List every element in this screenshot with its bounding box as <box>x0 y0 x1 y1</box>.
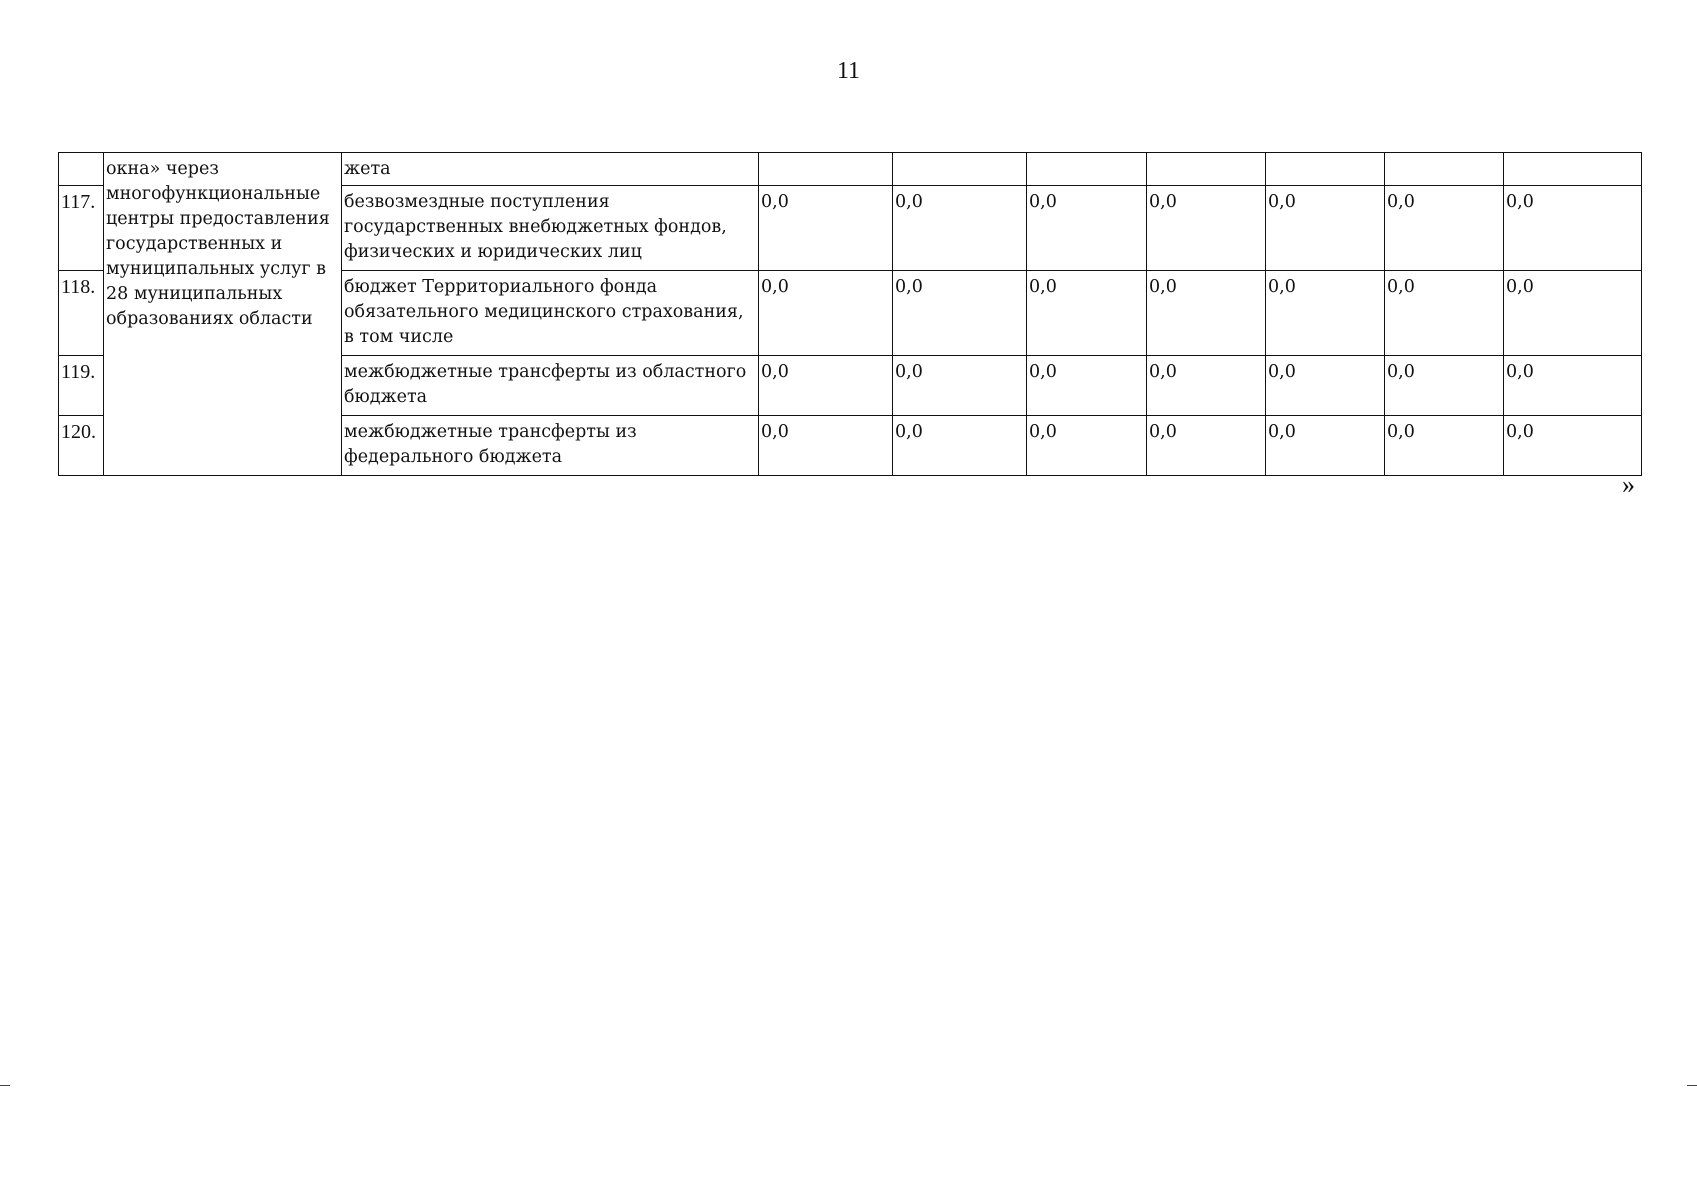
value-cell <box>1504 153 1642 186</box>
value-cell: 0,0 <box>759 416 893 476</box>
budget-table <box>58 152 1642 476</box>
row-number: 117. <box>59 186 104 271</box>
value-cell: 0,0 <box>759 356 893 416</box>
value-cell: 0,0 <box>1266 416 1385 476</box>
value-cell: 0,0 <box>1027 271 1147 356</box>
value-cell: 0,0 <box>759 271 893 356</box>
page-number: 11 <box>836 58 861 84</box>
value-cell: 0,0 <box>1147 416 1266 476</box>
value-cell <box>1385 153 1504 186</box>
value-cell: 0,0 <box>1147 356 1266 416</box>
value-cell: 0,0 <box>1266 186 1385 271</box>
value-cell: 0,0 <box>893 271 1027 356</box>
row-number: 120. <box>59 416 104 476</box>
value-cell: 0,0 <box>1385 416 1504 476</box>
funding-source: бюджет Территориального фонда обязательного медицинского страхования, в том числе <box>342 271 759 356</box>
value-cell: 0,0 <box>1504 271 1642 356</box>
scan-edge-mark <box>0 1085 10 1086</box>
value-cell: 0,0 <box>893 416 1027 476</box>
row-number: 118. <box>59 271 104 356</box>
value-cell: 0,0 <box>1027 356 1147 416</box>
value-cell: 0,0 <box>1266 271 1385 356</box>
value-cell <box>1147 153 1266 186</box>
value-cell <box>893 153 1027 186</box>
value-cell <box>1027 153 1147 186</box>
value-cell: 0,0 <box>1027 416 1147 476</box>
table-row-continuation <box>59 153 1642 186</box>
value-cell: 0,0 <box>1385 186 1504 271</box>
funding-source: межбюджетные трансферты из федерального бюджета <box>342 416 759 476</box>
value-cell: 0,0 <box>1027 186 1147 271</box>
value-cell: 0,0 <box>893 356 1027 416</box>
scan-edge-mark <box>1687 1085 1697 1086</box>
event-description: окна» через многофункциональные центры предоставления государственных и муниципальных услуг в 28 муниципальных образованиях области <box>104 153 342 476</box>
value-cell: 0,0 <box>1266 356 1385 416</box>
funding-source: жета <box>342 153 759 186</box>
row-number <box>59 153 104 186</box>
closing-quote: » <box>1622 470 1635 499</box>
value-cell: 0,0 <box>1147 186 1266 271</box>
value-cell: 0,0 <box>1504 356 1642 416</box>
value-cell: 0,0 <box>1385 271 1504 356</box>
funding-source: безвозмездные поступления государственных внебюджетных фондов, физических и юридических лиц <box>342 186 759 271</box>
value-cell: 0,0 <box>759 186 893 271</box>
value-cell: 0,0 <box>1504 416 1642 476</box>
value-cell <box>759 153 893 186</box>
row-number: 119. <box>59 356 104 416</box>
value-cell: 0,0 <box>893 186 1027 271</box>
value-cell: 0,0 <box>1147 271 1266 356</box>
funding-source: межбюджетные трансферты из областного бюджета <box>342 356 759 416</box>
value-cell: 0,0 <box>1385 356 1504 416</box>
value-cell: 0,0 <box>1504 186 1642 271</box>
value-cell <box>1266 153 1385 186</box>
